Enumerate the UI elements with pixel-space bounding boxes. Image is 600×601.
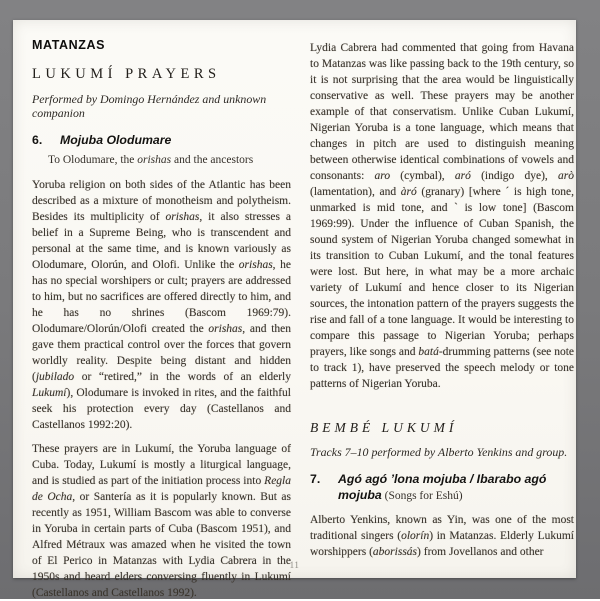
- left-column: [32, 20, 291, 601]
- track-7-number: 7.: [310, 472, 321, 486]
- track-6-dedication: To Olodumare, the orishas and the ancestors: [48, 153, 254, 166]
- track-6-number: 6.: [32, 133, 43, 147]
- paragraph-alberto-yenkins: Alberto Yenkins, known as Yin, was one of the most traditional singers (olorín) in Matanzas. Elderly Lukumí worshippers (aborissás) from Jovellanos and other: [310, 514, 574, 558]
- track-7-heading: [310, 472, 574, 504]
- track-7-title-suffix: (Songs for Eshú): [381, 489, 463, 502]
- region-label: MATANZAS: [32, 38, 106, 52]
- track-6-heading: [32, 133, 291, 149]
- track-7-title-line: [338, 472, 574, 504]
- paragraph-these-prayers: These prayers are in Lukumí, the Yoruba language of Cuba. Today, Lukumí is mostly a liturgical language, and is studied as part of the initiation process into Regla de Ocha, or Santería as it is popularly known. But as recently as 1951, William Bascom was able to converse in Yoruba in certain parts of Cuba (Bascom 1951), and Alfred Métraux was amazed when he visited the town of El Perico in Matanzas with Lydia Cabrera in the 1950s and heard elders conversing fluently in Lukumí (Castellanos and Castellanos 1992).: [32, 442, 291, 599]
- right-column: [310, 20, 574, 560]
- track-6-title: Mojuba Olodumare: [60, 133, 172, 147]
- section-title: LUKUMÍ PRAYERS: [32, 66, 221, 82]
- booklet-page: [13, 20, 576, 599]
- section-credit: Performed by Domingo Hernández and unknown companion: [32, 92, 267, 120]
- subsection-title: BEMBÉ LUKUMÍ: [310, 420, 458, 435]
- track-7-title: Agó agó ’lona mojuba / Ibarabo agó mojuba: [338, 472, 547, 502]
- paragraph-lydia-cabrera: Lydia Cabrera had commented that going from Havana to Matanzas was like passing back to the 19th century, so it is not surprising that the area would be linguistically conservative as well. These prayers may be another example of that conservatism. Unlike Cuban Lukumí, Nigerian Yoruba is a tone language, which means that changes in pitch are used to distinguish meaning between otherwise identical combinations of vowels and consonants: aro (cymbal), aró (indigo dye), arò (lamentation), and àró (granary) [where ´ is high tone, unmarked is mid tone, and ` is low tone] (Bascom 1969:99). Under the influence of Cuban Spanish, the sound system of Nigerian Yoruba changed somewhat in its transition to Cuban Lukumí, and the tonal features were lost. But here, in what may be a more archaic variety of Lukumí and hence closer to its Nigerian sources, the intonation pattern of the prayers suggests the rise and fall of a tone language. It would be interesting to compare this passage to Nigerian Yoruba; perhaps prayers, like songs and batá-drumming patterns (see note to track 1), have preserved the speech melody or tone patterns of Nigerian Yoruba.: [310, 42, 574, 390]
- page-number: 11: [289, 560, 300, 570]
- subsection-credit: Tracks 7–10 performed by Alberto Yenkins and group.: [310, 445, 568, 459]
- paragraph-yoruba-religion: Yoruba religion on both sides of the Atlantic has been described as a mixture of monotheism and polytheism. Besides its multiplicity of orishas, it also stresses a belief in a Supreme Being, who is transcendent and personal at the same time, and is known variously as Olodumare, Olorún, and Olofi. Unlike the orishas, he has no special worshipers or cult; prayers are addressed to him, but no sacrifices are offered directly to him, and he has no shrines (Bascom 1969:79). Olodumare/Olorún/Olofi created the orishas, and then gave them practical control over the forces that govern worldly reality. Despite being distant and hidden (jubilado or “retired,” in the words of an elderly Lukumí), Olodumare is invoked in rites, and the faithful seek his protection every day (Castellanos and Castellanos 1992:20).: [32, 178, 292, 431]
